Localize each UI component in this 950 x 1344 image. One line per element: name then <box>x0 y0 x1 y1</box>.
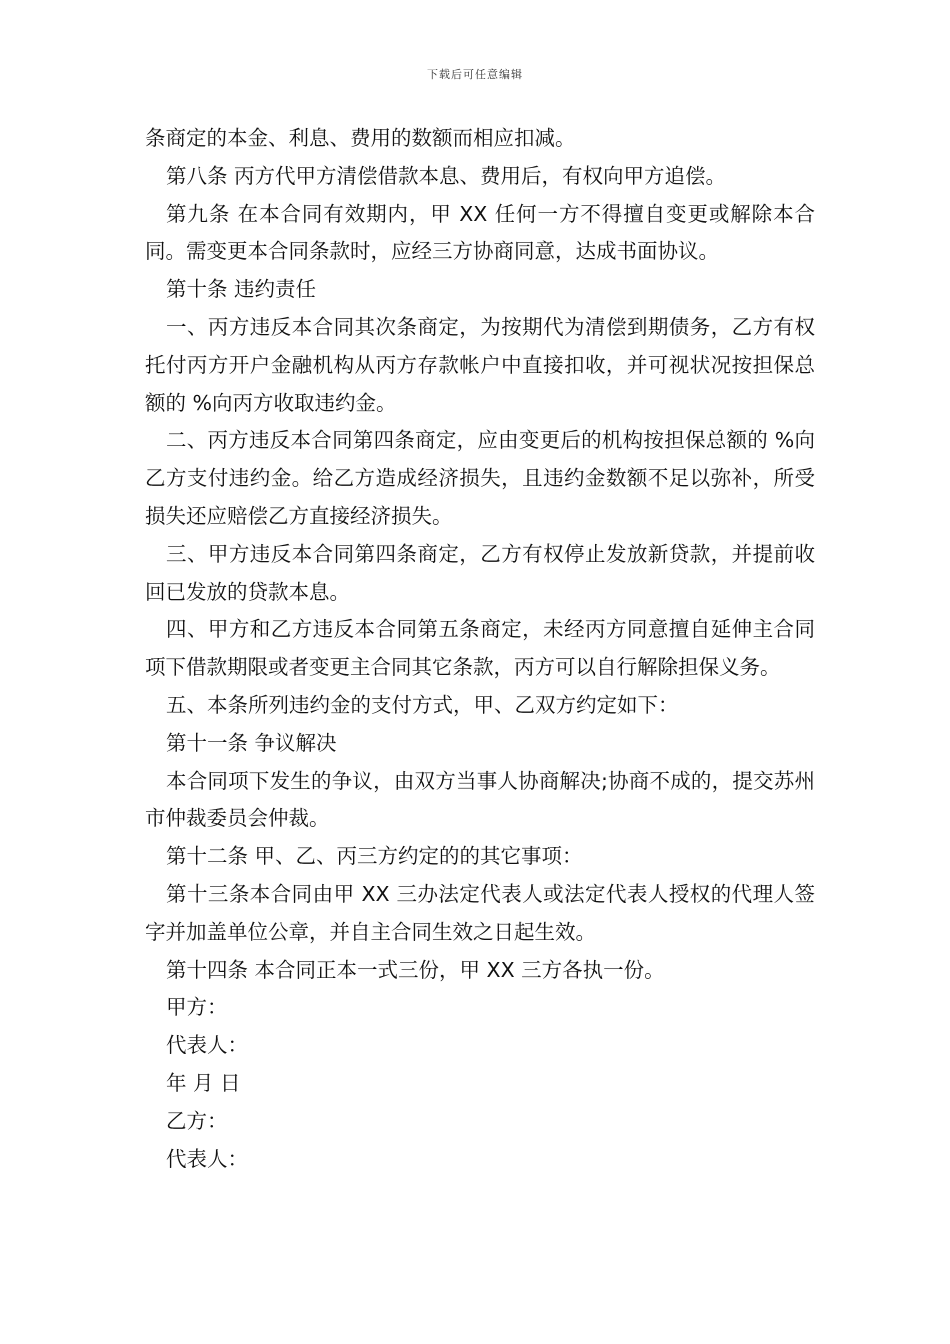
contract-paragraph: 四、甲方和乙方违反本合同第五条商定，未经丙方同意擅自延伸主合同项下借款期限或者变更主合同其它条款，丙方可以自行解除担保义务。 <box>145 617 815 680</box>
contract-paragraph: 乙方： <box>166 1108 228 1133</box>
contract-paragraph: 第十条 违约责任 <box>166 277 317 302</box>
contract-paragraph: 第八条 丙方代甲方清偿借款本息、费用后，有权向甲方追偿。 <box>166 163 727 188</box>
contract-paragraph: 年 月 日 <box>166 1070 241 1095</box>
contract-paragraph: 条商定的本金、利息、费用的数额而相应扣减。 <box>145 126 576 150</box>
contract-paragraph: 一、丙方违反本合同其次条商定，为按期代为清偿到期债务，乙方有权托付丙方开户金融机构从丙方存款帐户中直接扣收，并可视状况按担保总额的 %向丙方收取违约金。 <box>145 314 815 415</box>
contract-paragraph: 二、丙方违反本合同第四条商定，应由变更后的机构按担保总额的 %向乙方支付违约金。给乙方造成经济损失，且违约金数额不足以弥补，所受损失还应赔偿乙方直接经济损失。 <box>145 428 815 528</box>
contract-paragraph: 本合同项下发生的争议，由双方当事人协商解决;协商不成的，提交苏州市仲裁委员会仲裁。 <box>145 768 815 831</box>
contract-paragraph: 第十三条本合同由甲 XX 三办法定代表人或法定代表人授权的代理人签字并加盖单位公章，并自主合同生效之日起生效。 <box>145 881 815 944</box>
contract-paragraph: 三、甲方违反本合同第四条商定，乙方有权停止发放新贷款，并提前收回已发放的贷款本息。 <box>145 541 815 604</box>
contract-paragraph: 代表人： <box>166 1146 248 1171</box>
contract-paragraph: 第十二条 甲、乙、丙三方约定的的其它事项： <box>166 844 583 869</box>
contract-paragraph: 代表人： <box>166 1033 248 1058</box>
contract-paragraph: 第十一条 争议解决 <box>166 730 337 755</box>
contract-paragraph: 第十四条 本合同正本一式三份，甲 XX 三方各执一份。 <box>166 957 665 982</box>
page-header: 下载后可任意编辑 <box>427 68 523 81</box>
contract-paragraph: 甲方： <box>166 995 228 1020</box>
contract-paragraph: 第九条 在本合同有效期内，甲 XX 任何一方不得擅自变更或解除本合同。需变更本合同条款时，应经三方协商同意，达成书面协议。 <box>145 201 815 264</box>
contract-body <box>145 120 815 1178</box>
contract-paragraph: 五、本条所列违约金的支付方式，甲、乙双方约定如下： <box>166 692 679 717</box>
